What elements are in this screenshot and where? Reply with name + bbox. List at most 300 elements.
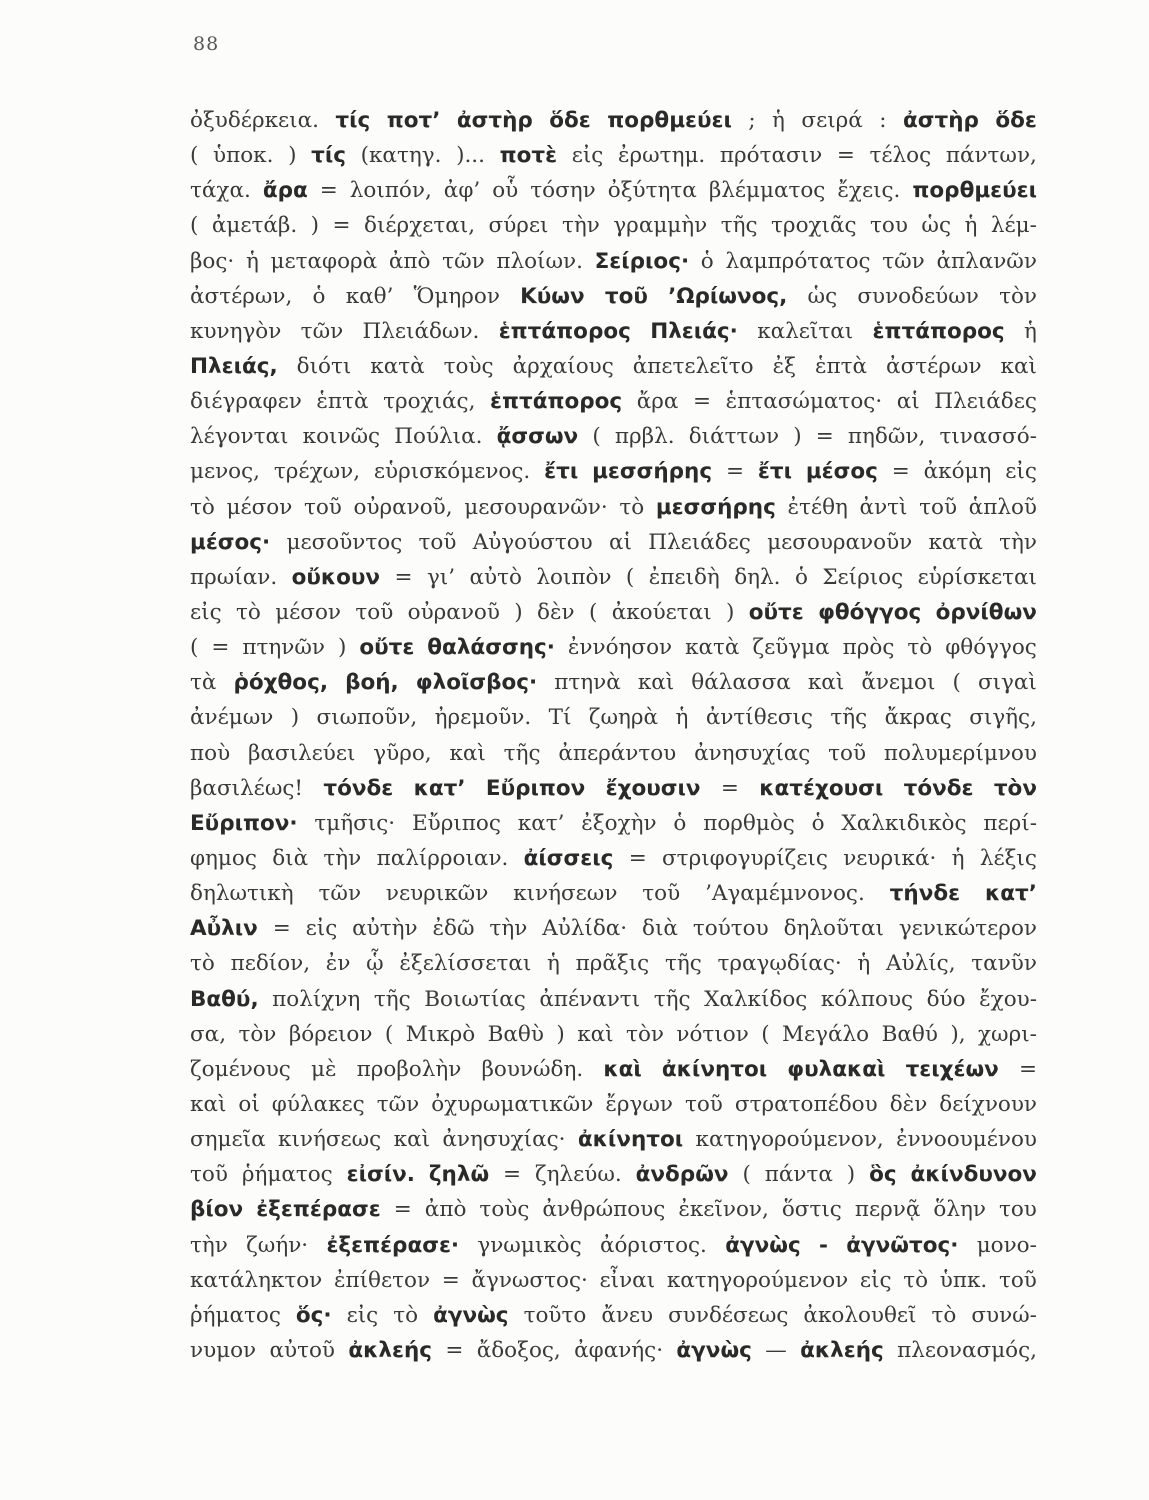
bold-term: Σείριος· xyxy=(594,248,690,274)
text-line xyxy=(190,1157,1037,1192)
word: ἔχου- xyxy=(979,986,1037,1012)
word: τραγῳδίας· xyxy=(717,951,842,977)
word: ἐρωτημ. xyxy=(617,143,706,169)
word: βουνώδη. xyxy=(481,1056,584,1082)
bold-term: φθόγγος xyxy=(818,599,922,625)
word: ( xyxy=(588,599,598,625)
text-line xyxy=(190,490,1037,525)
text-line xyxy=(190,630,1037,665)
bold-term: ἑπτάπορος xyxy=(490,389,623,415)
word: τῆς xyxy=(720,213,758,239)
word: Αὐλίς, xyxy=(886,951,956,977)
word: πτηνῶν xyxy=(242,635,325,661)
bold-term: ὅδε xyxy=(995,108,1037,133)
bold-term: τήνδε xyxy=(889,881,961,907)
word: τοῦ xyxy=(828,740,867,766)
word: τὸ xyxy=(235,599,261,625)
bold-term: Πλειάς· xyxy=(650,318,738,344)
word: ἐξ xyxy=(772,353,796,379)
word: σιγῆς, xyxy=(969,705,1037,731)
text-line xyxy=(190,173,1037,208)
word: μονο- xyxy=(976,1232,1037,1258)
word: τὸ xyxy=(903,1267,929,1293)
word: μεσοῦντος xyxy=(286,529,403,555)
bold-term: βίον xyxy=(190,1197,244,1223)
word: σιγαὶ xyxy=(977,670,1037,696)
word: ἡ xyxy=(675,705,689,731)
word: εἰς xyxy=(859,1267,892,1293)
bold-term: ἄρα xyxy=(262,178,308,204)
word: κοινῶς xyxy=(302,424,381,450)
word: τροχιᾶς xyxy=(771,213,857,239)
word: ) xyxy=(290,705,300,731)
word: ἀόριστος. xyxy=(599,1232,707,1258)
word: ὑποκ. xyxy=(213,143,274,169)
bold-term: ὃς xyxy=(869,1162,897,1188)
word: γῦρο, xyxy=(373,740,432,766)
word: πρβλ. xyxy=(614,424,675,450)
text-line xyxy=(190,1052,1037,1087)
word: Βοιωτίας xyxy=(424,986,526,1012)
word: τοῦ xyxy=(303,494,342,520)
word: — xyxy=(765,1337,787,1363)
word: πρᾶξις xyxy=(575,951,650,977)
text-line xyxy=(190,244,1037,279)
word: τοῦ xyxy=(919,494,958,520)
word: κατηγορούμενον, xyxy=(695,1127,884,1153)
word: ἐξοχὴν xyxy=(581,810,657,836)
word: ἀνθρώπους xyxy=(542,1197,666,1223)
word: συνοδεύων xyxy=(857,283,979,309)
word: γι’ xyxy=(426,564,456,590)
text-line xyxy=(190,595,1037,630)
word: τὸ xyxy=(393,1302,419,1328)
bold-term: ἀκίνητοι xyxy=(661,1056,768,1082)
text-line xyxy=(190,208,1037,243)
word: πλοίων. xyxy=(496,248,583,274)
word: = xyxy=(720,775,739,801)
text-line xyxy=(190,841,1037,876)
word: ἐκεῖνον, xyxy=(678,1197,769,1223)
text-line xyxy=(190,736,1037,771)
word: πάντα xyxy=(764,1162,833,1188)
word: Πούλια. xyxy=(394,424,483,450)
word: Χαλκίδος xyxy=(704,986,808,1012)
word: ἡ xyxy=(772,108,785,133)
word: ἀνησυχίας xyxy=(694,740,811,766)
word: νευρικά· xyxy=(843,845,937,871)
word: τανῦν xyxy=(971,951,1037,977)
word: ἀφ’ xyxy=(443,178,481,204)
word: περνᾷ xyxy=(854,1197,921,1223)
word: ἐπειδὴ xyxy=(648,564,720,590)
word: ( xyxy=(952,670,961,696)
word: (κατηγ. xyxy=(360,143,442,169)
word: ἐξελίσσεται xyxy=(399,951,532,977)
bold-term: πορθμεύει xyxy=(912,178,1037,204)
word: ( xyxy=(190,213,199,239)
word: ἑπτὰ xyxy=(316,389,369,415)
bold-term: οὔτε xyxy=(748,599,804,625)
word: ὅστις xyxy=(781,1197,842,1223)
bold-term: ποτὲ xyxy=(499,143,558,169)
text-line xyxy=(190,525,1037,560)
word: κατηγορούμενον xyxy=(666,1267,849,1293)
bold-term: τίς xyxy=(335,108,371,133)
word: συνδέσεως xyxy=(668,1302,789,1328)
word: τοῦ xyxy=(418,529,457,555)
word: τὸν xyxy=(999,283,1037,309)
word: ποὺ xyxy=(190,740,231,766)
word: ) xyxy=(288,143,297,169)
word: Αὐγούστου xyxy=(472,529,593,555)
word: Ὅμηρον xyxy=(413,283,500,309)
bold-term: φυλακαὶ xyxy=(787,1056,886,1082)
word: ὀξύτητα xyxy=(607,178,697,204)
word: = xyxy=(836,143,855,169)
word: Πλειάδων. xyxy=(362,318,480,344)
word: στριφογυρίζεις xyxy=(662,845,828,871)
word: τοῦ xyxy=(642,881,681,907)
word: ἀντὶ xyxy=(859,494,908,520)
word: ) xyxy=(310,213,320,239)
word: τοὺς xyxy=(479,1197,530,1223)
word: τρέχων, xyxy=(273,459,361,485)
word: γενικώτερον xyxy=(898,916,1037,942)
word: εἰς xyxy=(1005,459,1037,485)
word: ἡ xyxy=(857,951,871,977)
word: τὴν xyxy=(190,1232,228,1258)
word: ὑπκ. xyxy=(939,1267,988,1293)
word: καὶ xyxy=(1000,353,1037,379)
word: δύο xyxy=(926,986,966,1012)
word: τροχιάς, xyxy=(383,389,476,415)
word: ἐν xyxy=(325,951,351,977)
text-line xyxy=(190,1087,1037,1122)
word: καὶ xyxy=(393,1127,431,1153)
word: τῶν xyxy=(376,1091,420,1117)
bold-term: ’Ωρίωνος, xyxy=(668,283,788,309)
bold-term: ἀγνῶτος· xyxy=(846,1232,959,1258)
text-line xyxy=(190,1263,1037,1298)
word: = xyxy=(725,459,744,485)
bold-term: θαλάσσης· xyxy=(427,635,555,661)
bold-term: ἔτι xyxy=(544,459,579,485)
word: Μεγάλο xyxy=(782,1021,870,1047)
word: = xyxy=(445,1337,464,1363)
word: παλίρροιαν. xyxy=(376,845,509,871)
word: βος· xyxy=(190,248,235,274)
bold-term: ἐξεπέρασε· xyxy=(326,1232,460,1258)
word: τῆς xyxy=(664,951,702,977)
word: ἐπίθετον xyxy=(333,1267,431,1293)
word: Αὐλίδα· xyxy=(542,916,628,942)
word: πηδῶν, xyxy=(847,424,926,450)
word: καὶ xyxy=(449,740,486,766)
word: εἰς xyxy=(190,599,222,625)
word: Σείριος xyxy=(822,564,904,590)
word: ἀμετάβ. xyxy=(211,213,298,239)
word: καλεῖται xyxy=(757,318,854,344)
bold-term: Κύων xyxy=(520,283,585,309)
word: φημος xyxy=(190,845,257,871)
word: Βαθὺ xyxy=(487,1021,544,1047)
word: Μικρὸ xyxy=(405,1021,476,1047)
word: τινασσό- xyxy=(939,424,1037,450)
bold-term: Βαθύ, xyxy=(190,986,259,1012)
text-line xyxy=(190,279,1037,314)
word: λέμ- xyxy=(990,213,1037,239)
word: κατὰ xyxy=(685,635,740,661)
word: ἄγνωστος· xyxy=(471,1267,588,1293)
word: αἱ xyxy=(896,389,920,415)
word: ἄνεμοι xyxy=(861,670,936,696)
word: ὡς xyxy=(807,283,838,309)
word: βόρειον xyxy=(288,1021,373,1047)
word: Βαθύ xyxy=(881,1021,938,1047)
word: τὸ xyxy=(619,494,645,520)
word: = xyxy=(319,178,338,204)
word: ἄκρας xyxy=(884,705,952,731)
bold-term: ἀίσσεις xyxy=(523,845,614,871)
word: καὶ xyxy=(190,1091,227,1117)
word: τῆς xyxy=(653,986,691,1012)
word: τοῦτο xyxy=(523,1302,587,1328)
bold-term: μέσος xyxy=(805,459,878,485)
bold-term: ὀρνίθων xyxy=(935,599,1037,625)
word: ζομένους xyxy=(190,1056,291,1082)
word: ἀστέρων, xyxy=(190,283,293,309)
text-line xyxy=(190,700,1037,735)
word: του xyxy=(870,213,908,239)
word: πρὸς xyxy=(842,635,895,661)
word: προβολὴν xyxy=(356,1056,462,1082)
word: ὁ xyxy=(312,283,326,309)
word: ( xyxy=(761,1021,770,1047)
word: πεδίον, xyxy=(230,951,311,977)
text-line xyxy=(190,806,1037,841)
bold-term: ἀκλεής xyxy=(800,1337,884,1363)
word: ὁ xyxy=(794,564,808,590)
word: τοῦ xyxy=(998,1267,1037,1293)
word: = xyxy=(211,635,230,661)
bold-term: Εὔριπον· xyxy=(190,810,298,836)
word: τὸ xyxy=(190,951,215,977)
bold-term: τοῦ xyxy=(604,283,648,309)
word: δηλ. xyxy=(734,564,781,590)
word: ἀνέμων xyxy=(190,705,274,731)
word: ἀστέρων xyxy=(886,353,982,379)
word: = xyxy=(441,1267,460,1293)
word: τῶν xyxy=(318,881,362,907)
bold-term: ποτ’ xyxy=(386,108,441,133)
word: διέγραφεν xyxy=(190,389,302,415)
word: ὅλην xyxy=(933,1197,986,1223)
bold-term: ἀγνὼς xyxy=(725,1232,801,1258)
word: αὐτὸ xyxy=(469,564,522,590)
word: πάντων, xyxy=(945,143,1037,169)
word: κόλπους xyxy=(820,986,914,1012)
word: βασιλεύει xyxy=(247,740,356,766)
word: εἰς xyxy=(305,916,338,942)
bold-term: τόνδε xyxy=(903,775,974,801)
word: = xyxy=(693,389,712,415)
word: οἱ xyxy=(238,1091,260,1117)
word: διέρχεται, xyxy=(364,213,476,239)
word: τῶν xyxy=(882,248,925,274)
text-line xyxy=(190,103,1037,138)
word: αἱ xyxy=(609,529,632,555)
text-line xyxy=(190,1017,1037,1052)
word: μενος, xyxy=(190,459,261,485)
word: τῆς xyxy=(373,986,411,1012)
word: τὴν xyxy=(999,529,1037,555)
word: ἀπετελεῖτο xyxy=(632,353,754,379)
word: = xyxy=(628,845,647,871)
word: τόσην xyxy=(530,178,596,204)
word: πολυμερίμνου xyxy=(883,740,1037,766)
word: ἐτέθη xyxy=(787,494,848,520)
word: λέγονται xyxy=(190,424,289,450)
bold-term: ἀγνὼς xyxy=(676,1337,752,1363)
word: κατ’ xyxy=(517,810,565,836)
word: ᾧ xyxy=(366,951,384,977)
word: δὲν xyxy=(537,599,575,625)
word: στρατοπέδου xyxy=(734,1091,878,1117)
word: = xyxy=(332,213,351,239)
word: τῆς xyxy=(503,740,541,766)
word: ( xyxy=(742,1162,751,1188)
word: κατάληκτον xyxy=(190,1267,323,1293)
word: νευρικῶν xyxy=(385,881,489,907)
bold-term: μεσσήρης xyxy=(592,459,713,485)
word: σα, xyxy=(190,1021,227,1047)
word: ἀκολουθεῖ xyxy=(803,1302,917,1328)
word: καὶ xyxy=(807,670,845,696)
bold-term: ὅδε xyxy=(549,108,591,133)
bold-term: ἀστὴρ xyxy=(902,108,979,133)
word: πολίχνη xyxy=(272,986,361,1012)
word: ( xyxy=(592,424,601,450)
word: τὴν xyxy=(323,845,362,871)
word: λαμπρότατος xyxy=(725,248,871,274)
bold-term: τίς xyxy=(311,143,346,169)
word: ἑπτασώματος· xyxy=(725,389,883,415)
bold-term: - xyxy=(819,1232,828,1258)
word: τὸν xyxy=(238,1021,277,1047)
bold-term: εἰσίν. xyxy=(346,1162,415,1188)
bold-term: φλοῖσβος· xyxy=(415,670,538,696)
word: ( xyxy=(190,143,199,169)
word: σιωποῦν, xyxy=(316,705,418,731)
word: κατὰ xyxy=(370,353,425,379)
word: ἀπεράντου xyxy=(558,740,677,766)
text-line xyxy=(190,1333,1037,1368)
text-line xyxy=(190,911,1037,946)
word: ἔργων xyxy=(605,1091,673,1117)
word: ἐννόησον xyxy=(567,635,673,661)
word: ῥήματος xyxy=(190,1302,281,1328)
text-line xyxy=(190,771,1037,806)
word: ; xyxy=(748,108,756,133)
bold-term: ἀκίνητοι xyxy=(577,1127,684,1153)
word: φθόγγος xyxy=(945,635,1037,661)
text-line xyxy=(190,138,1037,173)
word: = xyxy=(393,1197,412,1223)
word: = xyxy=(891,459,910,485)
bold-term: ῥόχθος, xyxy=(233,670,328,696)
word: ὀχυρωματικῶν xyxy=(431,1091,594,1117)
word: εἶναι xyxy=(599,1267,656,1293)
word: καθ’ xyxy=(345,283,394,309)
word: διὰ xyxy=(272,845,309,871)
bold-term: πορθμεύει xyxy=(607,108,732,133)
word: ) xyxy=(793,424,802,450)
word: ἄνευ xyxy=(601,1302,654,1328)
word: εὑρισκόμενος. xyxy=(373,459,531,485)
word: : xyxy=(879,108,887,133)
word: ) xyxy=(514,599,523,625)
word: σύρει xyxy=(488,213,549,239)
word: = xyxy=(815,424,834,450)
word: τοῦ xyxy=(355,599,394,625)
word: ἡ xyxy=(245,248,259,274)
word: δηλωτικὴ xyxy=(190,881,294,907)
word: τὴν xyxy=(561,213,600,239)
word: ) xyxy=(337,635,347,661)
word: περί- xyxy=(983,810,1037,836)
bold-term: τόνδε xyxy=(323,775,394,801)
word: λοιπὸν xyxy=(536,564,612,590)
word: ὁ xyxy=(811,810,825,836)
word: Χαλκιδικὸς xyxy=(841,810,967,836)
word: γνωμικὸς xyxy=(477,1232,582,1258)
word: καὶ xyxy=(637,670,675,696)
bold-term: ᾄσσων xyxy=(496,424,579,450)
word: μεσουρανῶν· xyxy=(464,494,608,520)
word: τῶν xyxy=(442,248,485,274)
word: μεταφορὰ xyxy=(270,248,378,274)
word: μὲ xyxy=(310,1056,337,1082)
text-line xyxy=(190,560,1037,595)
word: ῥήματος xyxy=(241,1162,333,1188)
word: δὲν xyxy=(889,1091,928,1117)
word: σημεῖα xyxy=(190,1127,266,1153)
word: ζηλεύω. xyxy=(534,1162,622,1188)
word: κυνηγὸν xyxy=(190,318,282,344)
word: πλεονασμός, xyxy=(897,1337,1037,1363)
bold-term: οὔτε xyxy=(359,635,415,661)
word: ὀξυδέρκεια. xyxy=(190,108,319,133)
bold-term: Αὖλιν xyxy=(190,916,258,942)
word: αὐτὴν xyxy=(352,916,418,942)
word: πτηνὰ xyxy=(554,670,621,696)
word: δείχνουν xyxy=(939,1091,1037,1117)
word: ἑπτὰ xyxy=(814,353,868,379)
bold-term: βοή, xyxy=(345,670,399,696)
word: πορθμὸς xyxy=(703,810,795,836)
word: ), xyxy=(950,1021,966,1047)
word: πρότασιν xyxy=(719,143,823,169)
word: καὶ xyxy=(577,1021,614,1047)
bold-term: κατ’ xyxy=(984,881,1037,907)
bold-term: Εὔριπον xyxy=(485,775,586,801)
word: ἀκόμη xyxy=(923,459,992,485)
word: ) xyxy=(846,1162,856,1188)
word: ) xyxy=(556,1021,565,1047)
bold-term: ἔχουσιν xyxy=(605,775,701,801)
word: ἐδῶ xyxy=(432,916,475,942)
